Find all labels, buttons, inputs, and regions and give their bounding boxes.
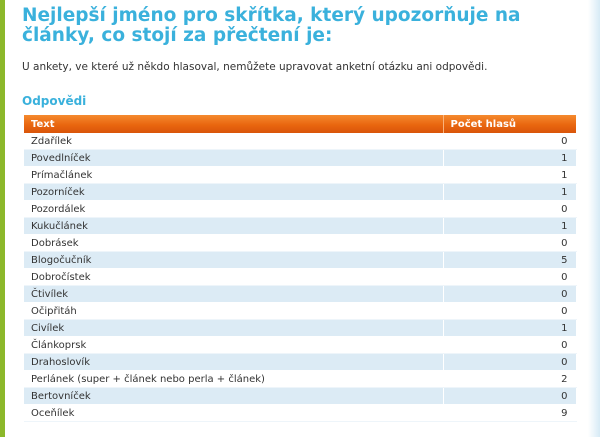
table-row <box>24 252 576 269</box>
answers-heading: Odpovědi <box>22 94 87 108</box>
answer-text: Dobročístek <box>24 269 443 286</box>
answer-text: Civílek <box>24 320 443 337</box>
answer-votes: 1 <box>443 167 576 184</box>
table-row <box>24 320 576 337</box>
table-row <box>24 269 576 286</box>
answer-votes: 0 <box>443 286 576 303</box>
answer-text: Bertovníček <box>24 388 443 405</box>
table-row <box>24 150 576 167</box>
answer-text: Dobrásek <box>24 235 443 252</box>
table-row <box>24 388 576 405</box>
edit-lock-notice: U ankety, ve které už někdo hlasoval, nemůžete upravovat anketní otázku ani odpovědi. <box>22 61 488 73</box>
answer-votes: 0 <box>443 235 576 252</box>
table-row <box>24 303 576 320</box>
answer-votes: 0 <box>443 388 576 405</box>
answer-text: Kukučlánek <box>24 218 443 235</box>
answer-votes: 1 <box>443 150 576 167</box>
answer-votes: 5 <box>443 252 576 269</box>
answer-votes: 0 <box>443 133 576 150</box>
table-row <box>24 405 576 422</box>
answer-text: Čtivílek <box>24 286 443 303</box>
table-row <box>24 218 576 235</box>
table-row <box>24 235 576 252</box>
answer-votes: 0 <box>443 303 576 320</box>
table-row <box>24 337 576 354</box>
table-row <box>24 201 576 218</box>
answer-votes: 2 <box>443 371 576 388</box>
table-row <box>24 354 576 371</box>
answers-table <box>24 115 577 422</box>
answer-votes: 0 <box>443 337 576 354</box>
table-row <box>24 133 576 150</box>
left-rail <box>0 0 5 437</box>
answer-text: Drahoslovík <box>24 354 443 371</box>
answer-votes: 1 <box>443 218 576 235</box>
answer-votes: 0 <box>443 354 576 371</box>
answer-votes: 1 <box>443 320 576 337</box>
answer-text: Očipřitáh <box>24 303 443 320</box>
table-row <box>24 371 576 388</box>
table-row <box>24 184 576 201</box>
answer-votes: 1 <box>443 184 576 201</box>
answer-text: Perlánek (super + článek nebo perla + článek) <box>24 371 443 388</box>
table-row <box>24 286 576 303</box>
table-row <box>24 167 576 184</box>
answer-text: Zdařílek <box>24 133 443 150</box>
answer-text: Pozorníček <box>24 184 443 201</box>
page-title: Nejlepší jméno pro skřítka, který upozorňuje na články, co stojí za přečtení je: <box>22 5 521 46</box>
table-header-row <box>24 115 576 133</box>
answer-text: Pozordálek <box>24 201 443 218</box>
answer-votes: 9 <box>443 405 576 422</box>
answer-votes: 0 <box>443 201 576 218</box>
column-header-text[interactable]: Text <box>24 115 443 133</box>
answer-text: Prímačlánek <box>24 167 443 184</box>
column-header-votes[interactable]: Počet hlasů <box>443 115 576 133</box>
right-rail <box>588 0 600 437</box>
answer-votes: 0 <box>443 269 576 286</box>
answer-text: Blogočučník <box>24 252 443 269</box>
answer-text: Oceňílek <box>24 405 443 422</box>
answer-text: Článkoprsk <box>24 337 443 354</box>
answer-text: Povedlníček <box>24 150 443 167</box>
